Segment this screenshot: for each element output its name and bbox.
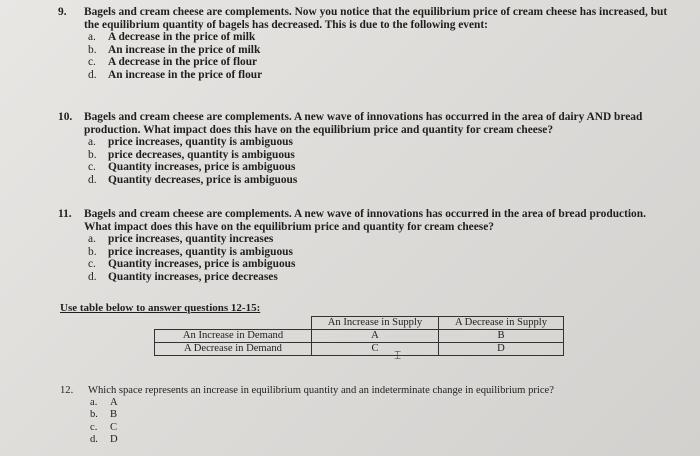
question-9: [58, 6, 673, 82]
option-list: [58, 31, 673, 81]
question-stem: Which space represents an increase in equilibrium quantity and an indeterminate change in equilibrium price?: [88, 385, 554, 396]
option-b[interactable]: b. An increase in the price of milk: [88, 43, 261, 56]
question-12: [60, 385, 680, 446]
option-b[interactable]: b. price increases, quantity is ambiguous: [88, 245, 293, 258]
option-list: [58, 136, 673, 186]
option-a[interactable]: a. A decrease in the price of milk: [88, 31, 256, 44]
option-c[interactable]: c. Quantity increases, price is ambiguous: [88, 258, 296, 271]
option-d[interactable]: d. D: [90, 433, 118, 445]
question-number: 10.: [58, 111, 73, 123]
question-number: 11.: [58, 208, 72, 220]
option-b[interactable]: b. price decreases, quantity is ambiguous: [88, 148, 295, 161]
option-a[interactable]: a. price increases, quantity increases: [88, 233, 274, 246]
option-c[interactable]: c. Quantity increases, price is ambiguous: [88, 161, 296, 174]
option-b[interactable]: b. B: [90, 409, 118, 421]
supply-demand-table: [154, 316, 564, 356]
table-row: [155, 330, 564, 343]
table-row: [155, 343, 564, 356]
table-header-row: [155, 317, 564, 330]
option-a[interactable]: a. A: [90, 397, 118, 409]
option-d[interactable]: d. Quantity decreases, price is ambiguous: [88, 173, 298, 186]
option-d[interactable]: d. Quantity increases, price decreases: [88, 270, 278, 283]
table-cell: D: [439, 343, 564, 356]
question-stem: Bagels and cream cheese are complements. A new wave of innovations has occurred in the area of bread production. What impact does this have on the equilibrium price and quantity for cream cheese?: [84, 208, 646, 233]
table-cell: A: [312, 330, 439, 343]
option-list: [60, 397, 680, 446]
table-cell: B: [439, 330, 564, 343]
question-10: [58, 111, 673, 187]
text-cursor-icon: ⌶: [394, 348, 402, 362]
option-list: [58, 233, 673, 283]
question-number: 9.: [58, 6, 67, 18]
table-intro: Use table below to answer questions 12-15:: [60, 302, 261, 314]
col-header-increase-supply: An Increase in Supply: [312, 317, 439, 330]
option-d[interactable]: d. An increase in the price of flour: [88, 68, 263, 81]
row-header-decrease-demand: A Decrease in Demand: [155, 343, 312, 356]
option-c[interactable]: c. A decrease in the price of flour: [88, 56, 258, 69]
row-header-increase-demand: An Increase in Demand: [155, 330, 312, 343]
question-number: 12.: [60, 385, 74, 396]
table-cell: C: [312, 343, 439, 356]
question-stem: Bagels and cream cheese are complements. A new wave of innovations has occurred in the area of dairy AND bread production. What impact does this have on the equilibrium price and quantity for cream cheese?: [84, 111, 643, 136]
question-stem: Bagels and cream cheese are complements. Now you notice that the equilibrium price of cream cheese has increased, but the equilibrium quantity of bagels has decreased. This is due to the following event:: [84, 6, 668, 31]
option-c[interactable]: c. C: [90, 421, 118, 433]
question-11: [58, 208, 673, 284]
option-a[interactable]: a. price increases, quantity is ambiguous: [88, 136, 293, 149]
table-corner: [155, 317, 312, 330]
col-header-decrease-supply: A Decrease in Supply: [439, 317, 564, 330]
